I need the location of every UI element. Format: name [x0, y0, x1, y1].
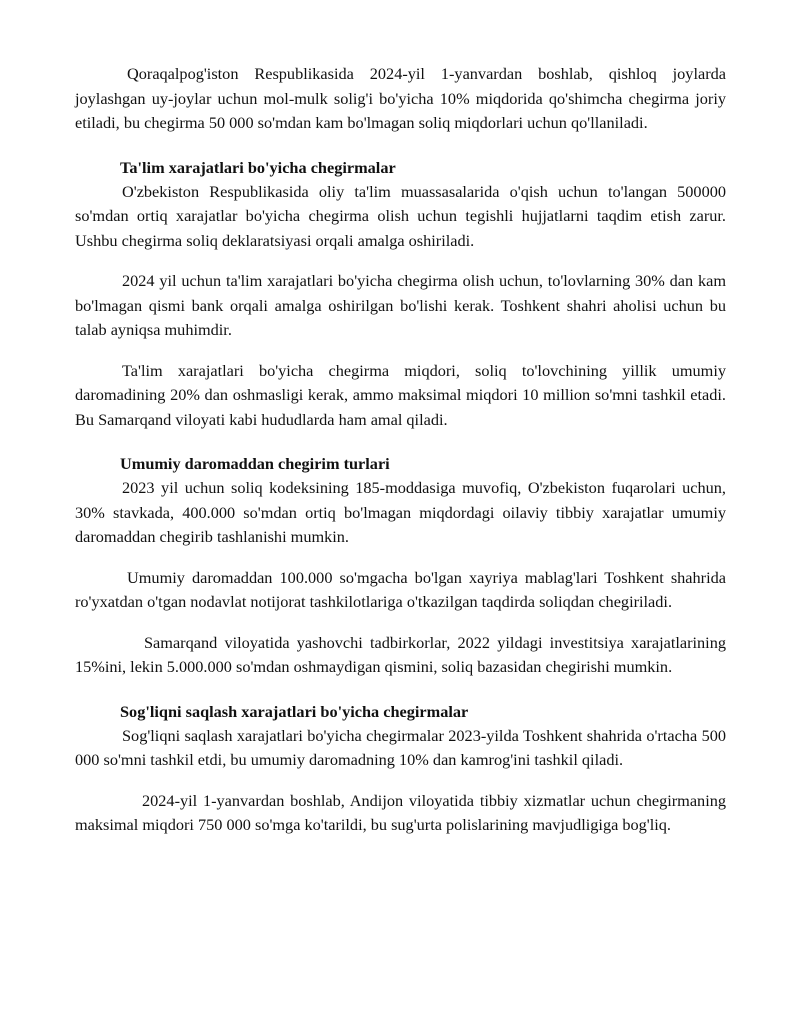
- intro-paragraph: Qoraqalpog'iston Respublikasida 2024-yil 1-yanvardan boshlab, qishloq joylarda joylashgan uy-joylar uchun mol-mulk solig'i bo'yicha 10% miqdorida qo'shimcha chegirma joriy etiladi, bu chegirma 50 000 so'mdan kam bo'lmagan soliq miqdorlari uchun qo'llaniladi.: [75, 64, 726, 132]
- paragraph: Samarqand viloyatida yashovchi tadbirkorlar, 2022 yildagi investitsiya xarajatlarining 15%ini, lekin 5.000.000 so'mdan oshmaydigan qismini, soliq bazasidan chegirishi mumkin.: [75, 632, 726, 676]
- section-heading-education: Ta'lim xarajatlari bo'yicha chegirmalar: [120, 157, 396, 177]
- paragraph: Sog'liqni saqlash xarajatlari bo'yicha chegirmalar 2023-yilda Toshkent shahrida o'rtacha 500 000 so'mni tashkil etdi, bu umumiy daromadning 10% dan kamrog'ini tashkil qiladi.: [75, 725, 726, 769]
- paragraph: 2024 yil uchun ta'lim xarajatlari bo'yicha chegirma olish uchun, to'lovlarning 30% dan kam bo'lmagan qismi bank orqali amalga oshirilgan bo'lishi kerak. Toshkent shahri aholisi uchun bu talab ayniqsa muhimdir.: [75, 271, 726, 339]
- section-heading-general-income: Umumiy daromaddan chegirim turlari: [120, 454, 390, 473]
- paragraph: Umumiy daromaddan 100.000 so'mgacha bo'lgan xayriya mablag'lari Toshkent shahrida ro'yxatdan o'tgan nodavlat notijorat tashkilotlariga o'tkazilgan taqdirda soliqdan chegiriladi.: [75, 567, 726, 611]
- paragraph: 2023 yil uchun soliq kodeksining 185-moddasiga muvofiq, O'zbekiston fuqarolari uchun, 30% stavkada, 400.000 so'mdan ortiq bo'lmagan miqdordagi oilaviy tibbiy xarajatlar umumiy daromaddan chegirib tashlanishi mumkin.: [75, 478, 726, 546]
- document-page: [75, 62, 726, 854]
- paragraph: O'zbekiston Respublikasida oliy ta'lim muassasalarida o'qish uchun to'langan 500000 so'mdan ortiq xarajatlar bo'yicha chegirma olish uchun tegishli hujjatlarni taqdim etish zarur. Ushbu chegirma soliq deklaratsiyasi orqali amalga oshiriladi.: [75, 181, 726, 250]
- paragraph: 2024-yil 1-yanvardan boshlab, Andijon viloyatida tibbiy xizmatlar uchun chegirmaning maksimal miqdori 750 000 so'mga ko'tarildi, bu sug'urta polislarining mavjudligiga bog'liq.: [75, 790, 726, 834]
- paragraph: Ta'lim xarajatlari bo'yicha chegirma miqdori, soliq to'lovchining yillik umumiy daromadining 20% dan oshmasligi kerak, ammo maksimal miqdori 10 million so'mni tashkil etadi. Bu Samarqand viloyati kabi hududlarda ham amal qiladi.: [75, 360, 726, 429]
- section-heading-healthcare: Sog'liqni saqlash xarajatlari bo'yicha chegirmalar: [120, 701, 469, 721]
